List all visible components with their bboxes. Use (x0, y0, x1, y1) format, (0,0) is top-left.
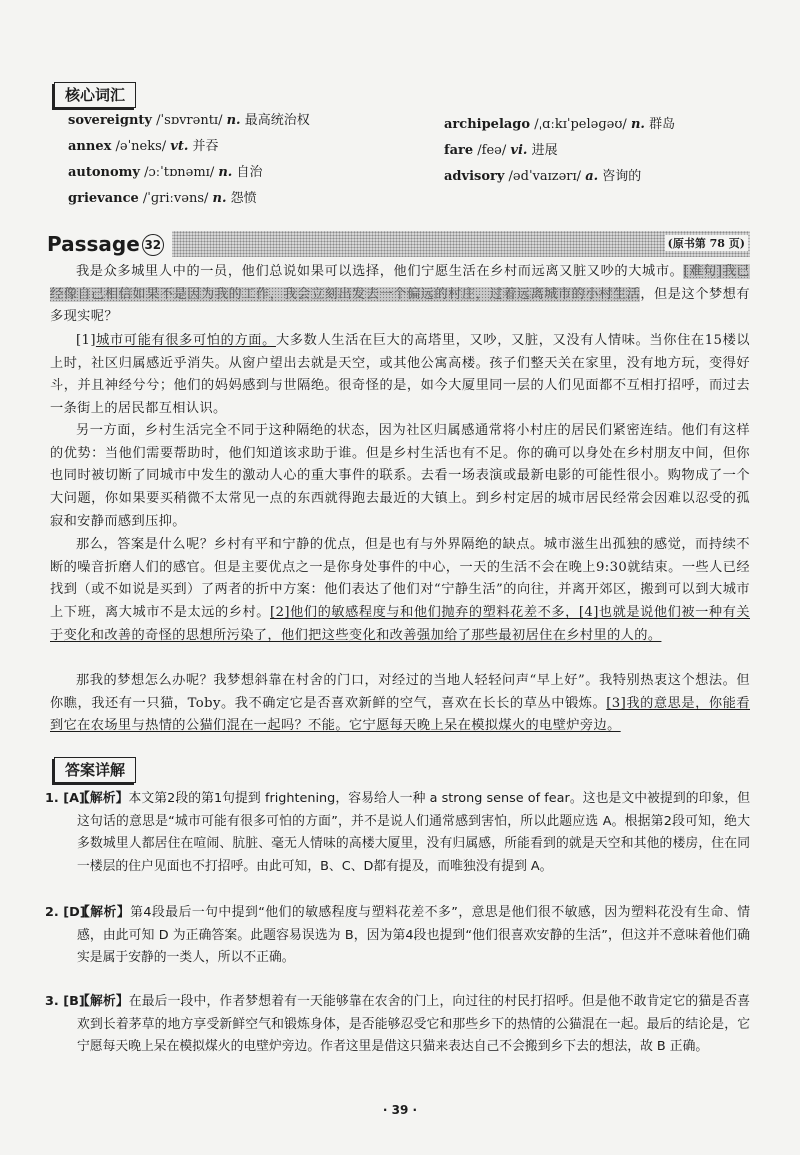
vocab-heading: 核心词汇 (54, 82, 136, 108)
vocab-entry: advisory /ədˈvaɪzərɪ/ a. 咨询的 (444, 169, 642, 184)
vocab-list-left (68, 108, 310, 212)
vocab-entry: autonomy /ɔːˈtɒnəmɪ/ n. 自治 (68, 165, 263, 180)
vocab-entry: grievance /ˈɡriːvəns/ n. 怨愤 (68, 191, 257, 206)
underlined-sentence: 城市可能有很多可怕的方面。 (95, 333, 276, 348)
answer-item-2: 2. [D] 【解析】第4段最后一句中提到“他们的敏感程度与塑料花差不多”，意思是他们很不敏感，因为塑料花没有生命、情感，由此可知 D 为正确答案。此题容易误选为 B，因为第4段也提到“他们很喜欢安静的生活”，但这并不意味着他们确实是属于安静的一类人，所以不正确。 (45, 902, 750, 970)
answer-number: 3. [B] (45, 994, 85, 1009)
paragraph-2: [1]城市可能有很多可怕的方面。大多数人生活在巨大的高塔里，又吵，又脏，又没有人情味。当你住在15楼以上时，社区归属感近乎消失。从窗户望出去就是天空，或其他公寓高楼。孩子们整天关在家里，没有地方玩，变得好斗，并且神经兮兮；他们的妈妈感到与世隔绝。很奇怪的是，如今大厦里同一层的人们见面都不互相打招呼，而过去一条街上的居民都互相认识。 (50, 333, 750, 417)
answer-number: 1. [A] (45, 791, 85, 806)
source-page-ref: (原书第 78 页) (665, 235, 748, 251)
paragraph-3: 另一方面，乡村生活完全不同于这种隔绝的状态，因为社区归属感通常将小村庄的居民们紧密连结。他们有这样的优势：当他们需要帮助时，他们知道该求助于谁。但是乡村生活也有不足。你的确可以身处在乡村朋友中间，但你也同时被切断了同城市中发生的激动人心的重大事件的联系。去看一场表演或最新电影的可能性很小。购物成了一个大问题，你如果要买稍微不太常见一点的东西就得跑去最近的大镇上。到乡村定居的城市居民经常会因难以忍受的孤寂和安静而感到压抑。 (50, 423, 750, 529)
underlined-sentence: [2]他们的敏感程度与和他们抛弃的塑料花差不多，[4]也就是说他们被一种有关于变化和改善的奇怪的思想所污染了，他们把这些变化和改善强加给了那些最初居住在乡村里的人的。 (50, 605, 750, 643)
answers-heading: 答案详解 (54, 757, 136, 783)
vocab-list-right (444, 112, 675, 190)
passage-number-badge: 32 (142, 234, 164, 256)
page-number: · 39 · (382, 1103, 418, 1117)
difficult-sentence-highlight: [难句]我已经像自己相信如果不是因为我的工作，我会立刻出发去一个偏远的村庄，过着远离城市的小村生活 (50, 264, 750, 302)
paragraph-1: 我是众多城里人中的一员，他们总说如果可以选择，他们宁愿生活在乡村而远离又脏又吵的大城市。[难句]我已经像自己相信如果不是因为我的工作，我会立刻出发去一个偏远的村庄，过着远离城市的小村生活，但是这个梦想有多现实呢？ (50, 264, 750, 325)
underlined-sentence: [3]我的意思是，你能看到它在农场里与热情的公猫们混在一起吗？不能。它宁愿每天晚上呆在模拟煤火的电壁炉旁边。 (50, 695, 750, 734)
passage-title: Passage 32 (47, 231, 172, 257)
vocab-entry: fare /feə/ vi. 进展 (444, 143, 558, 158)
paragraph-4: 那么，答案是什么呢？乡村有平和宁静的优点，但是也有与外界隔绝的缺点。城市滋生出孤独的感觉，而持续不断的噪音折磨人们的感官。但是主要优点之一是你身处事件的中心，一天的生活不会在晚上9:30就结束。一些人已经找到（或不如说是买到）了两者的折中方案：他们表达了他们对“宁静生活”的向往，并离开郊区，搬到可以到大城市上下班，离大城市不是太远的乡村。[2]他们的敏感程度与和他们抛弃的塑料花差不多，[4]也就是说他们被一种有关于变化和改善的奇怪的思想所污染了，他们把这些变化和改善强加给了那些最初居住在乡村里的人的。 (50, 537, 750, 643)
answer-item-3: 3. [B] 【解析】在最后一段中，作者梦想着有一天能够靠在农舍的门上，向过往的村民打招呼。但是他不敢肯定它的猫是否喜欢到长着茅草的地方享受新鲜空气和锻炼身体，是否能够忍受它和那些乡下的热情的公猫混在一起。最后的结论是，它宁愿每天晚上呆在模拟煤火的电壁炉旁边。作者这里是借这只猫来表达自己不会搬到乡下去的想法，故 B 正确。 (45, 991, 750, 1059)
vocab-entry: annex /əˈneks/ vt. 并吞 (68, 139, 219, 154)
answer-item-1: 1. [A] 【解析】本文第2段的第1句提到 frightening，容易给人一种 a strong sense of fear。这也是文中被提到的印象，但这句话的意思是“城市可能有很多可怕的方面”，并不是说人们通常感到害怕，所以此题应选 A。根据第2段可知，绝大多数城里人都居住在喧闹、肮脏、毫无人情味的高楼大厦里，没有归属感，所能看到的就是天空和其他的楼房，住在同一楼层的住户见面也不打招呼。由此可知，B、C、D都有提及，而唯独没有提到 A。 (45, 788, 750, 878)
paragraph-5: 那我的梦想怎么办呢？我梦想斜靠在村舍的门口，对经过的当地人轻轻问声“早上好”。我特别热衷这个想法。但你瞧，我还有一只猫，Toby。我不确定它是否喜欢新鲜的空气，喜欢在长长的草丛中锻炼。[3]我的意思是，你能看到它在农场里与热情的公猫们混在一起吗？不能。它宁愿每天晚上呆在模拟煤火的电壁炉旁边。 (50, 673, 750, 734)
vocab-entry: archipelago /ˌɑːkɪˈpeləɡəʊ/ n. 群岛 (444, 117, 676, 132)
vocab-entry: sovereignty /ˈsɒvrəntɪ/ n. 最高统治权 (68, 113, 310, 128)
passage-header-bar (47, 231, 750, 257)
answer-number: 2. [D] (45, 905, 86, 920)
